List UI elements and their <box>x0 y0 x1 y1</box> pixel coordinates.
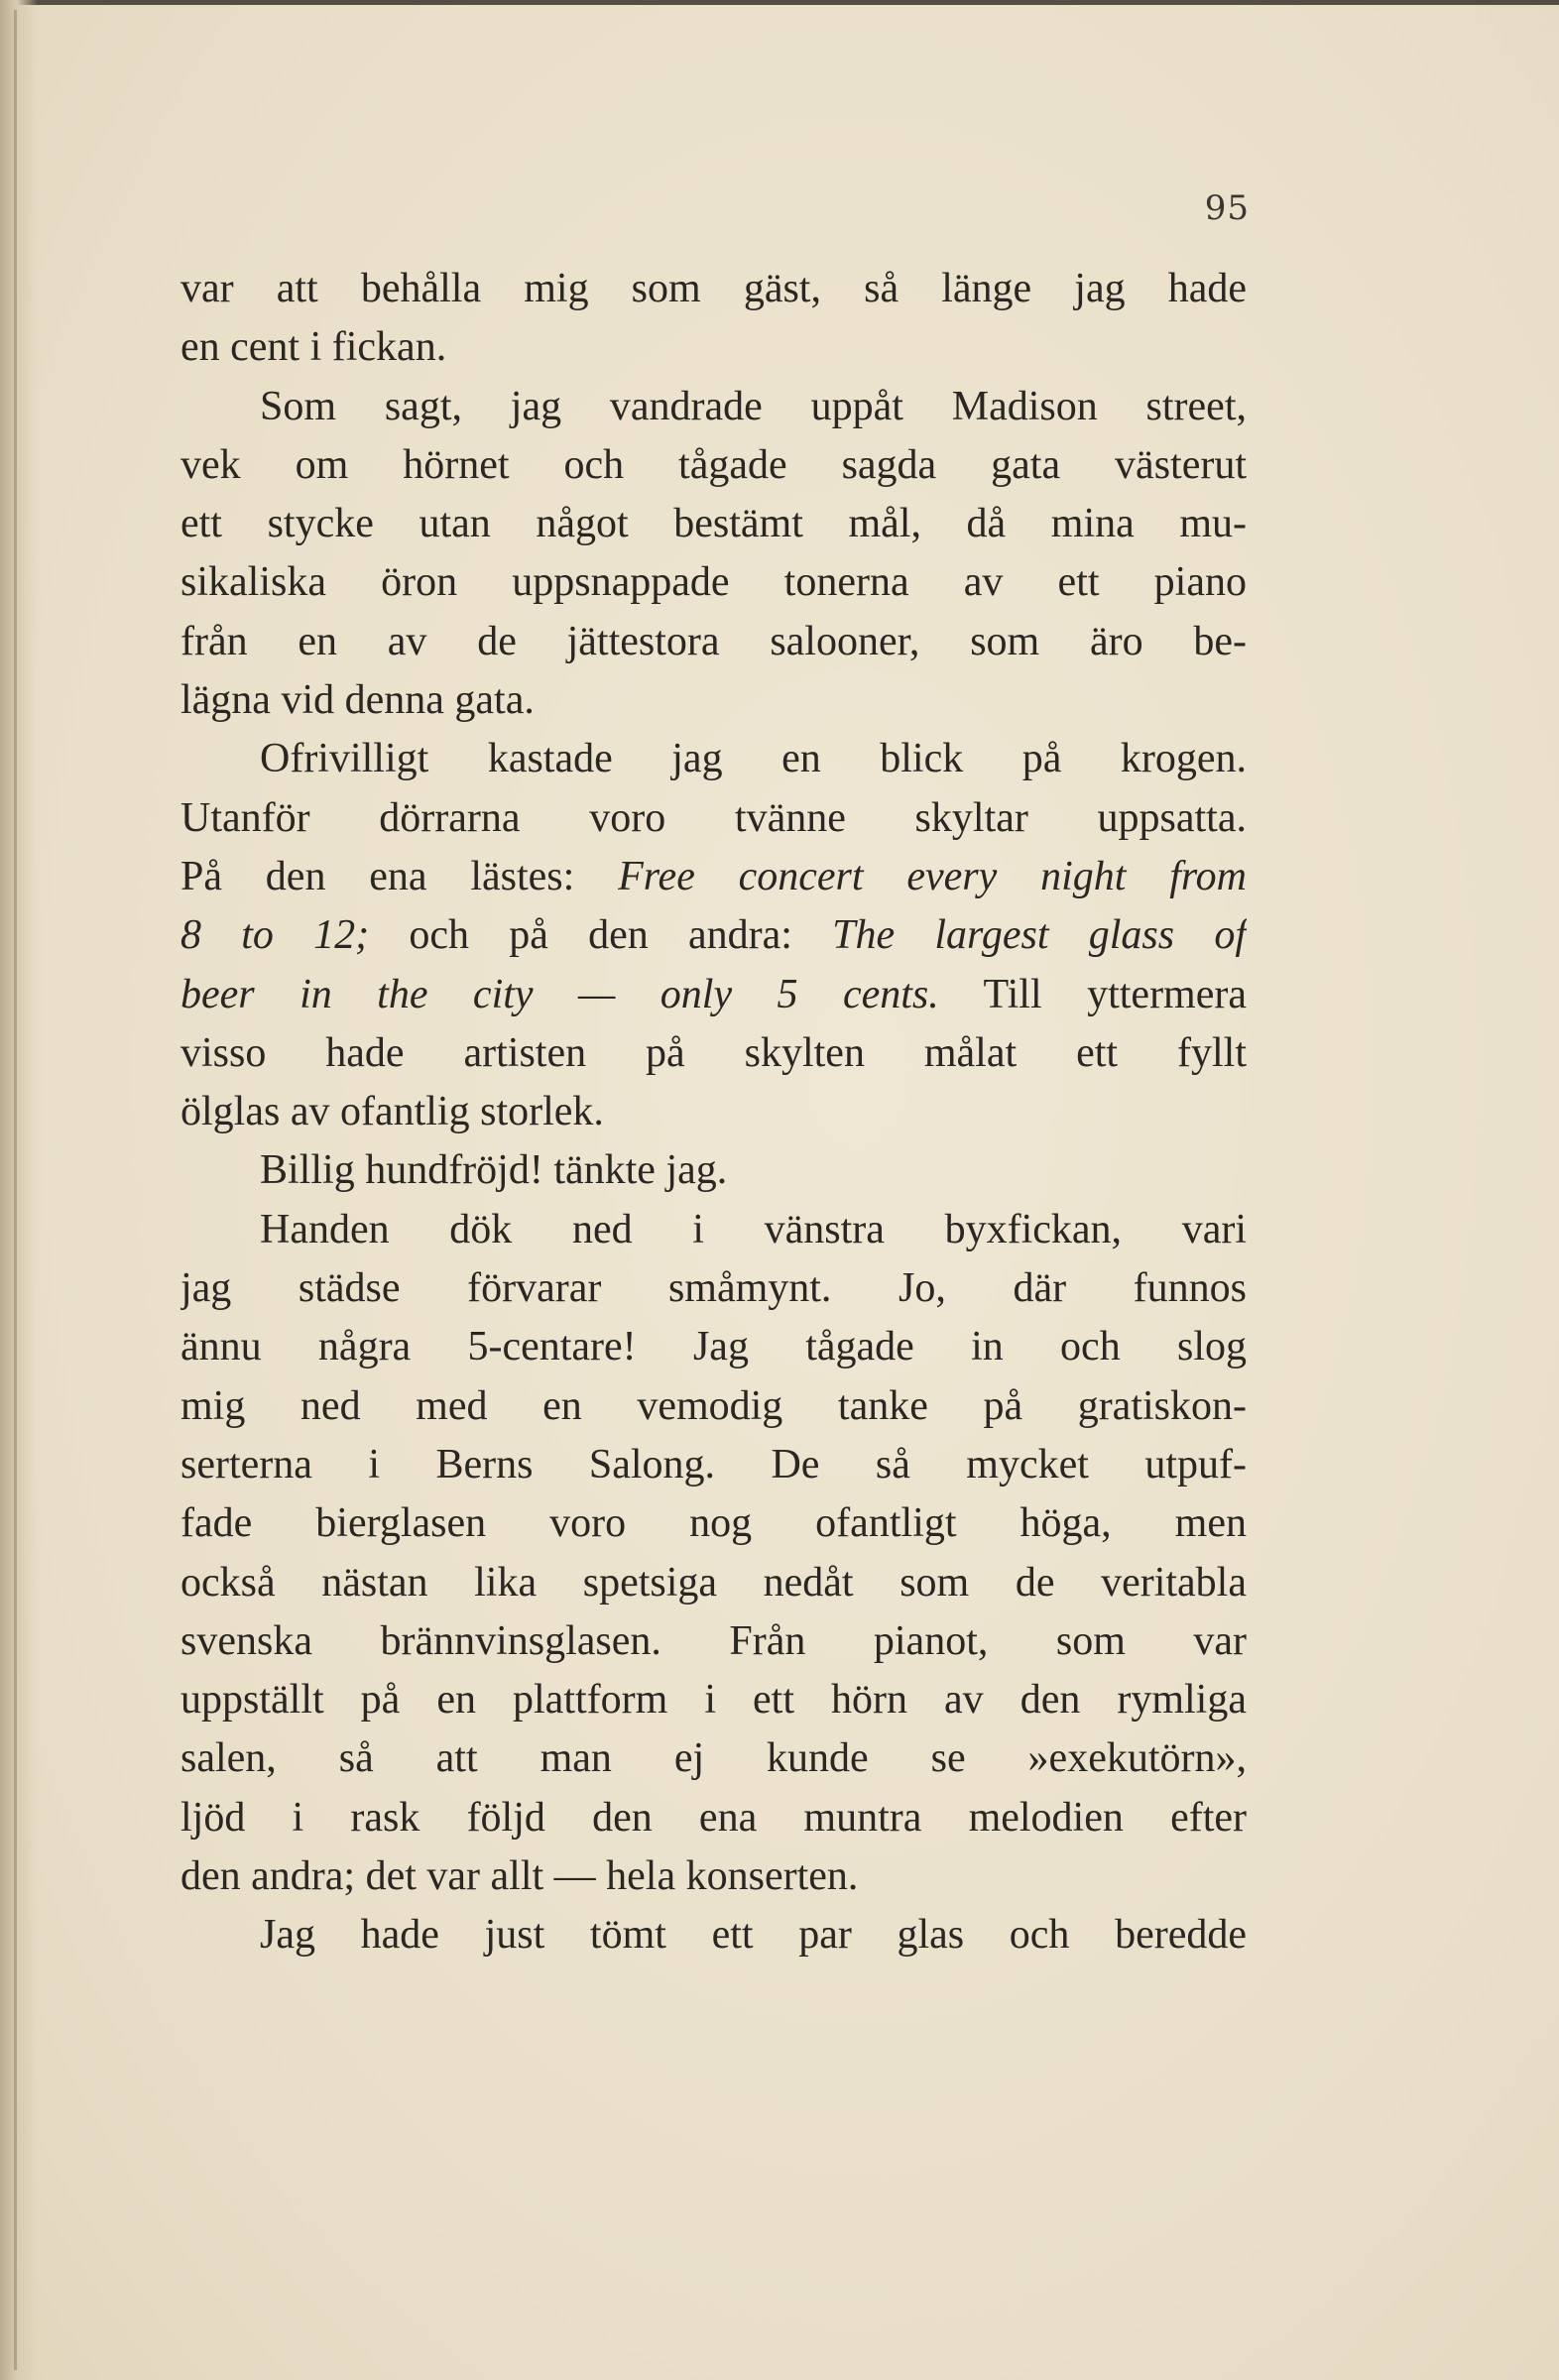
text-line <box>180 848 1247 906</box>
text-line: var att behålla mig som gäst, så länge jag hade <box>180 266 1247 311</box>
body-text <box>180 260 1247 1965</box>
italic-segment: The largest glass of <box>832 912 1247 959</box>
top-edge-rule <box>0 0 1559 5</box>
text-line: fade bierglasen voro nog ofantligt höga, men <box>180 1500 1247 1547</box>
italic-segment: 8 to 12; <box>180 912 370 959</box>
text-line: salen, så att man ej kunde se »exekutörn», <box>180 1735 1247 1782</box>
text-line <box>180 906 1247 965</box>
text-line: Handen dök ned i vänstra byxfickan, vari <box>260 1206 1247 1252</box>
text-line: sikaliska öron uppsnappade tonerna av ett piano <box>180 559 1247 606</box>
text-line: uppställt på en plattform i ett hörn av den rymliga <box>180 1677 1247 1724</box>
text-line: Billig hundfröjd! tänkte jag. <box>260 1147 728 1194</box>
binding-gutter-shadow <box>0 0 38 2380</box>
text-line: den andra; det var allt — hela konserten. <box>180 1853 859 1900</box>
text-line: en cent i fickan. <box>180 324 447 371</box>
text-line: visso hade artisten på skylten målat ett fyllt <box>180 1029 1247 1076</box>
text-segment: På den ena lästes: <box>180 853 619 899</box>
text-line: Jag hade just tömt ett par glas och beredde <box>260 1912 1247 1959</box>
text-line: ljöd i rask följd den ena muntra melodien efter <box>180 1794 1247 1841</box>
text-line <box>180 966 1247 1024</box>
text-line: jag städse förvarar småmynt. Jo, där funnos <box>180 1265 1247 1312</box>
text-line: svenska brännvinsglasen. Från pianot, som var <box>180 1617 1247 1664</box>
text-segment: Till yttermera <box>938 971 1247 1017</box>
text-line: ännu några 5-centare! Jag tågade in och slog <box>180 1324 1247 1370</box>
text-line: lägna vid denna gata. <box>180 677 535 724</box>
text-line: från en av de jättestora salooner, som äro be- <box>180 618 1247 664</box>
page-number: 95 <box>1204 188 1250 228</box>
text-line: Ofrivilligt kastade jag en blick på krogen. <box>260 736 1247 782</box>
text-line: ett stycke utan något bestämt mål, då mina mu- <box>180 501 1247 547</box>
text-line: mig ned med en vemodig tanke på gratiskon- <box>180 1382 1247 1429</box>
text-line: ölglas av ofantlig storlek. <box>180 1089 604 1135</box>
italic-segment: Free concert every night from <box>618 853 1247 899</box>
italic-segment: beer in the city — only 5 cents. <box>180 971 939 1017</box>
text-line: serterna i Berns Salong. De så mycket utpuf- <box>180 1441 1247 1488</box>
text-line: Som sagt, jag vandrade uppåt Madison street, <box>260 383 1247 429</box>
text-segment: och på den andra: <box>369 912 833 959</box>
binding-gutter-line <box>14 10 17 2370</box>
text-line: också nästan lika spetsiga nedåt som de veritabla <box>180 1559 1247 1606</box>
text-line: vek om hörnet och tågade sagda gata västerut <box>180 441 1247 488</box>
text-line: Utanför dörrarna voro tvänne skyltar uppsatta. <box>180 794 1247 841</box>
